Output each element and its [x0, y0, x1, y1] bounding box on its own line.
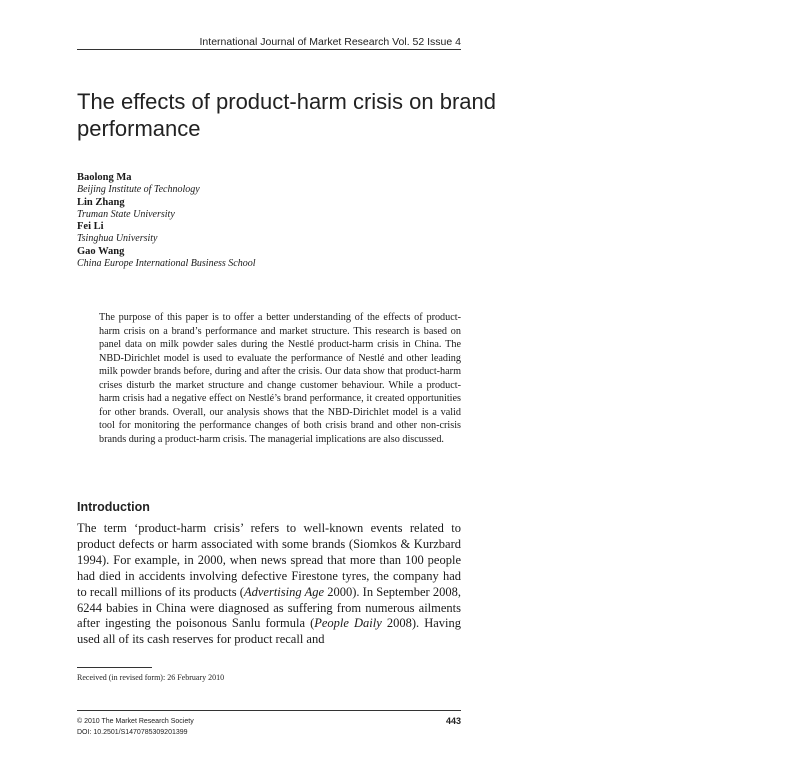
page-number: 443	[445, 716, 461, 726]
author-name: Lin Zhang	[77, 196, 125, 208]
abstract: The purpose of this paper is to offer a better understanding of the effects of product-harm crisis on a brand’s performance and market structure. This research is based on panel data on milk powder sales during the Nestlé product-harm crisis in China. The NBD-Dirichlet model is used to evaluate the performance of Nestlé and other leading milk powder brands before, during and after the crisis. Our data show that product-harm crises disturb the market structure and change customer behaviour. While a product-harm crisis had a negative effect on Nestlé’s brand performance, it created opportunities for other brands. Overall, our analysis shows that the NBD-Dirichlet model is a valid tool for monitoring the performance changes of both crisis brand and other non-crisis brands during a product-harm crisis. The managerial implications are also discussed.	[99, 312, 461, 445]
doi-text: DOI: 10.2501/S1470785309201399	[77, 729, 188, 736]
journal-header: International Journal of Market Research Vol. 52 Issue 4	[199, 36, 461, 48]
author-affiliation: Tsinghua University	[77, 233, 158, 245]
citation-italic: People Daily	[314, 616, 382, 631]
author-name: Fei Li	[77, 221, 104, 233]
introduction-paragraph	[77, 521, 461, 648]
footer-info	[77, 716, 327, 738]
paragraph-text: The term ‘product-harm crisis’ refers to well-known events related to product defects or harm associated with some brands (Siomkos & Kurzbard 1994). For example, in 2000, when news spread that more than 100 people had died in accidents involving defective Firestone tyres, the company had to recall millions of its products (	[77, 521, 461, 599]
author-affiliation: China Europe International Business School	[77, 258, 256, 270]
paragraph-text: 2000). In September 2008, 6244 babies in China were diagnosed as suffering from numerous ailments after ingesting the poisonous Sanlu formula (	[77, 584, 462, 631]
citation-italic: Advertising Age	[243, 584, 325, 599]
footer-rule	[77, 710, 461, 711]
section-heading-introduction: Introduction	[77, 500, 150, 514]
footnote-received: Received (in revised form): 26 February 2010	[77, 673, 225, 682]
author-list	[77, 172, 377, 270]
author-affiliation: Beijing Institute of Technology	[77, 184, 200, 196]
article-title: The effects of product-harm crisis on brand performance	[77, 89, 497, 141]
copyright-notice: © 2010 The Market Research Society	[77, 718, 194, 725]
author-name: Gao Wang	[77, 245, 125, 257]
header-rule	[77, 49, 461, 50]
paragraph-text: 2008). Having used all of its cash reserves for product recall and	[77, 616, 461, 647]
author-affiliation: Truman State University	[77, 208, 175, 220]
footnote-rule	[77, 667, 152, 668]
author-name: Baolong Ma	[77, 172, 132, 183]
